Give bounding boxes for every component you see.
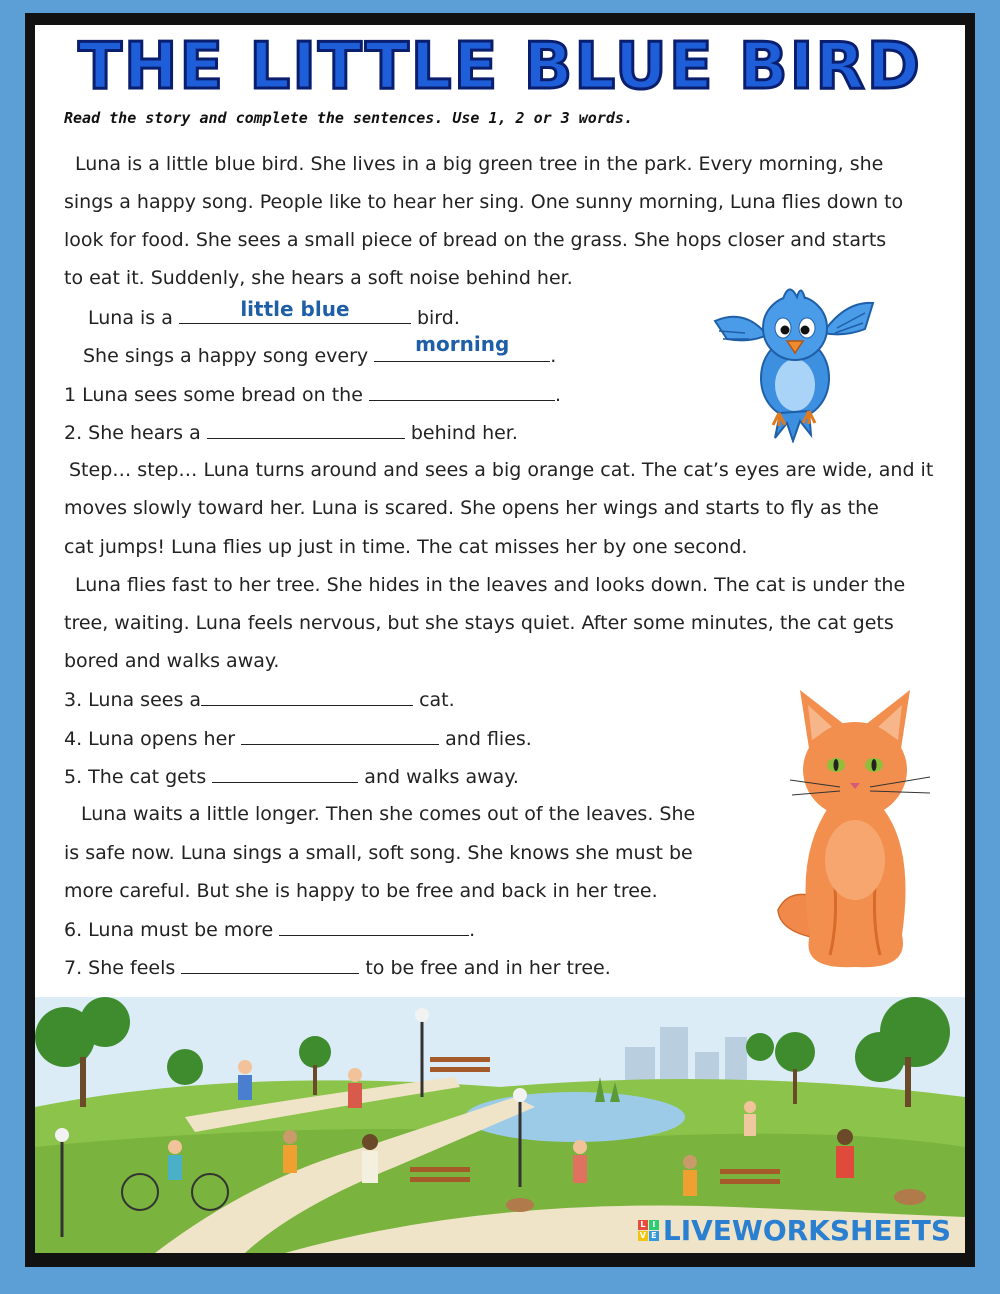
answer-blank[interactable]: [181, 955, 359, 974]
sentence-end: behind her.: [404, 422, 518, 444]
sentence-start: 2. She hears a: [64, 422, 207, 444]
story-line: Luna is a little blue bird. She lives in a big green tree in the park. Every morning, she: [75, 153, 884, 175]
story-line: tree, waiting. Luna feels nervous, but she stays quiet. After some minutes, the cat gets: [64, 612, 894, 634]
badge-letter: L: [638, 1220, 648, 1230]
example-sentence-1: [88, 297, 460, 330]
liveworksheets-logo[interactable]: [638, 1214, 951, 1247]
question-7: [64, 955, 611, 980]
story-line: Luna flies fast to her tree. She hides in the leaves and looks down. The cat is under the: [75, 574, 906, 596]
story-line: bored and walks away.: [64, 650, 280, 672]
answer-blank[interactable]: [207, 420, 405, 439]
sentence-start: 1 Luna sees some bread on the: [64, 384, 369, 406]
story-line: Luna waits a little longer. Then she comes out of the leaves. She: [81, 803, 696, 825]
answer-blank[interactable]: [179, 297, 411, 324]
story-line: to eat it. Suddenly, she hears a soft noise behind her.: [64, 267, 573, 289]
answer-blank[interactable]: [369, 382, 555, 401]
answer-blank[interactable]: [201, 687, 413, 706]
badge-letter: V: [639, 1231, 646, 1240]
example-sentence-2: [83, 332, 557, 368]
sentence-start: 7. She feels: [64, 957, 182, 979]
sentence-end: .: [550, 345, 557, 367]
blue-bird-illustration: [705, 273, 885, 443]
orange-cat-illustration: [770, 685, 940, 970]
sentence-end: and flies.: [439, 728, 532, 750]
sentence-start: 5. The cat gets: [64, 766, 213, 788]
worksheet-page: [35, 25, 965, 1253]
sentence-start: Luna is a: [88, 307, 179, 329]
answer-blank[interactable]: [374, 332, 550, 362]
question-2: [64, 420, 518, 445]
answer-input[interactable]: little blue: [240, 297, 350, 321]
sentence-start: 3. Luna sees a: [64, 689, 202, 711]
question-1: [64, 382, 561, 407]
question-5: [64, 764, 519, 789]
worksheet-title: THE LITTLE BLUE BIRD: [78, 30, 922, 104]
story-line: cat jumps! Luna flies up just in time. The cat misses her by one second.: [64, 536, 748, 558]
sentence-end: and walks away.: [358, 766, 519, 788]
story-line: sings a happy song. People like to hear her sing. One sunny morning, Luna flies down to: [64, 191, 904, 213]
answer-blank[interactable]: [212, 764, 358, 783]
sentence-start: 4. Luna opens her: [64, 728, 242, 750]
answer-blank[interactable]: [241, 726, 439, 745]
answer-input[interactable]: morning: [415, 332, 510, 356]
sentence-end: bird.: [410, 307, 460, 329]
story-line: Step… step… Luna turns around and sees a big orange cat. The cat’s eyes are wide, and it: [69, 459, 934, 481]
badge-letter: E: [649, 1231, 659, 1241]
question-3: [64, 687, 455, 712]
sentence-end: .: [554, 384, 561, 406]
story-line: moves slowly toward her. Luna is scared. She opens her wings and starts to fly as the: [64, 497, 879, 519]
sentence-end: to be free and in her tree.: [359, 957, 611, 979]
liveworksheets-badge-icon: [638, 1220, 659, 1241]
answer-blank[interactable]: [279, 917, 469, 936]
story-line: look for food. She sees a small piece of bread on the grass. She hops closer and starts: [64, 229, 887, 251]
liveworksheets-brand: LIVEWORKSHEETS: [662, 1214, 951, 1247]
question-4: [64, 726, 532, 751]
sentence-end: cat.: [413, 689, 455, 711]
badge-letter: I: [649, 1220, 659, 1230]
sentence-start: 6. Luna must be more: [64, 919, 280, 941]
story-line: is safe now. Luna sings a small, soft song. She knows she must be: [64, 842, 693, 864]
instructions: Read the story and complete the sentences. Use 1, 2 or 3 words.: [64, 109, 633, 127]
story-line: more careful. But she is happy to be free and back in her tree.: [64, 880, 658, 902]
sentence-end: .: [469, 919, 476, 941]
question-6: [64, 917, 475, 942]
sentence-start: She sings a happy song every: [83, 345, 375, 367]
